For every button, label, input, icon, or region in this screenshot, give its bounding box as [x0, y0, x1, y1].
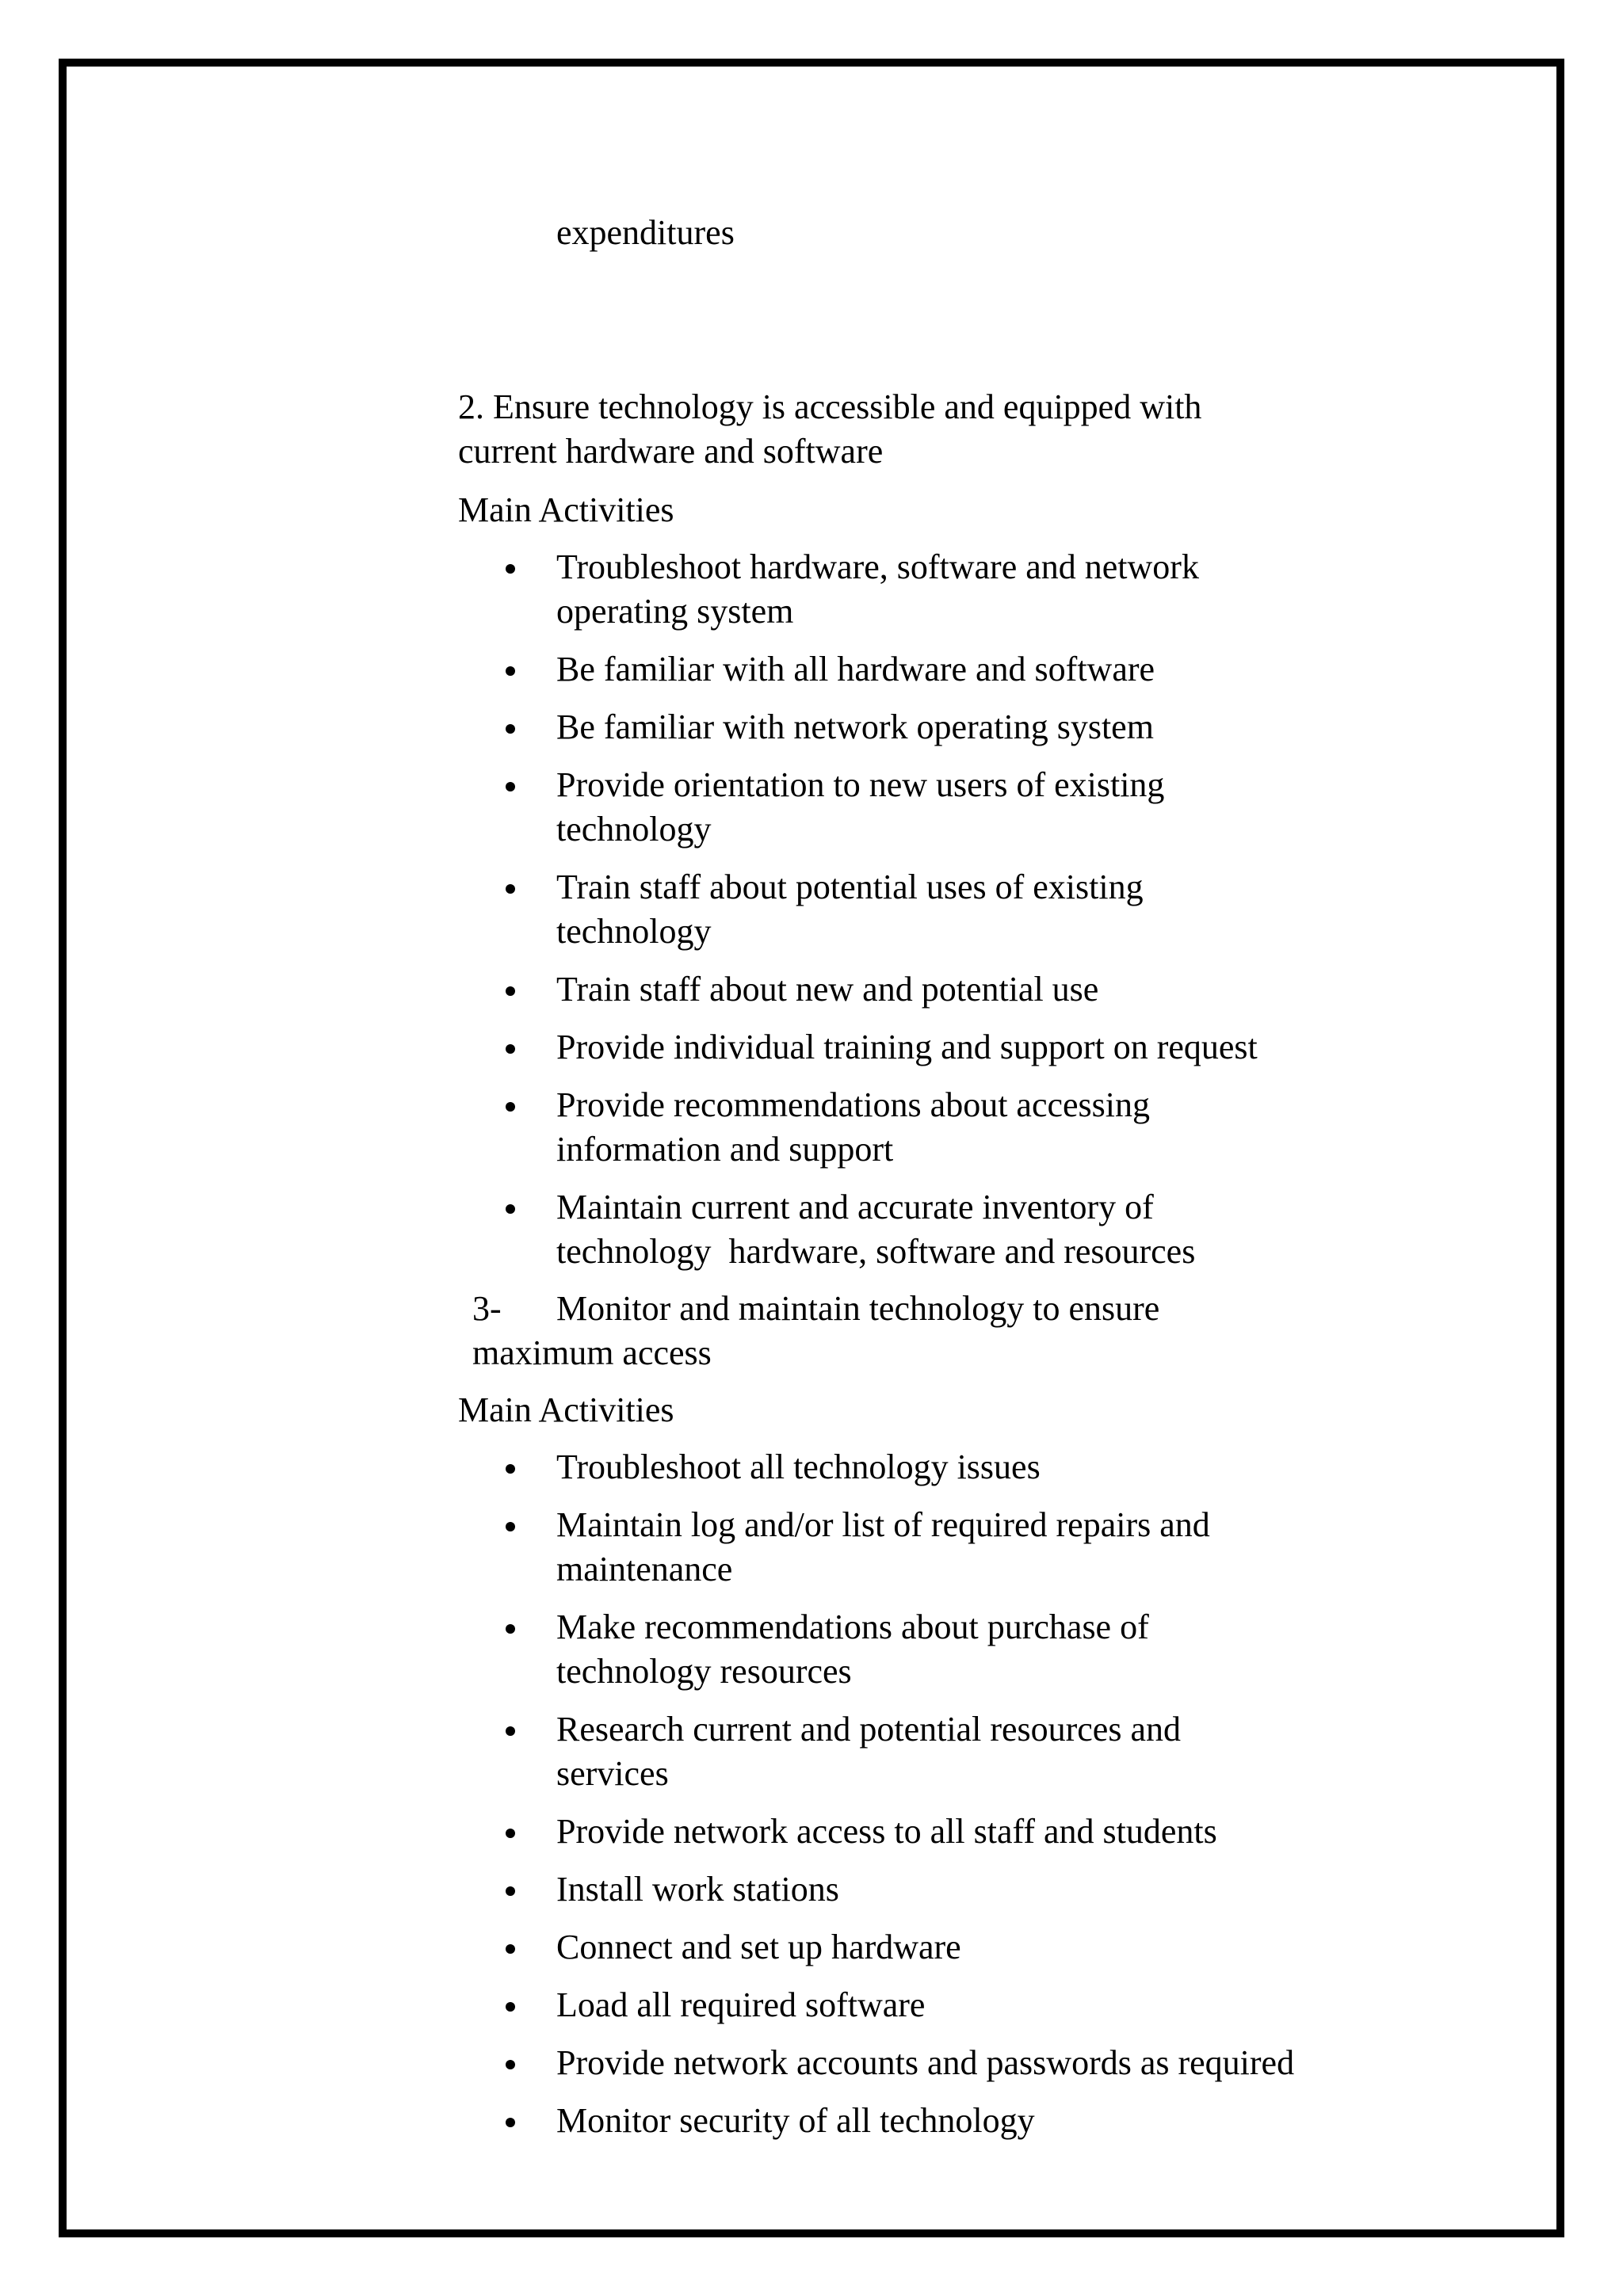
bullet-icon [506, 724, 515, 734]
list-item-text: Provide recommendations about accessing [556, 1085, 1151, 1124]
list-item-text: Be familiar with network operating system [556, 707, 1154, 746]
list-item-text: Train staff about new and potential use [556, 970, 1099, 1009]
section-2-activities-label: Main Activities [458, 490, 674, 529]
section-2-heading-line-1: 2. Ensure technology is accessible and equipped with [458, 387, 1202, 426]
bullet-icon [506, 1624, 515, 1634]
list-item-text: Train staff about potential uses of existing [556, 868, 1144, 906]
list-item-text: technology resources [556, 1652, 852, 1691]
list-item-text: technology hardware, software and resources [556, 1232, 1196, 1271]
bullet-icon [506, 564, 515, 574]
list-item-text: operating system [556, 592, 794, 631]
list-item-text: Provide network access to all staff and students [556, 1812, 1217, 1851]
bullet-icon [506, 1726, 515, 1736]
bullet-icon [506, 2118, 515, 2127]
continuation-text: expenditures [556, 213, 735, 252]
list-item-text: Load all required software [556, 1985, 926, 2024]
list-item-text: Maintain log and/or list of required repairs and [556, 1505, 1210, 1544]
list-item-text: technology [556, 810, 712, 849]
list-item-text: services [556, 1754, 669, 1793]
bullet-icon [506, 884, 515, 894]
bullet-icon [506, 1044, 515, 1054]
section-3-heading-line-2: maximum access [472, 1333, 712, 1372]
bullet-icon [506, 782, 515, 791]
section-3-number: 3- [472, 1289, 502, 1328]
bullet-icon [506, 1464, 515, 1474]
list-item-text: Maintain current and accurate inventory of [556, 1188, 1154, 1226]
list-item-text: information and support [556, 1130, 894, 1169]
bullet-icon [506, 1102, 515, 1112]
section-2-heading-line-2: current hardware and software [458, 432, 884, 471]
list-item-text: Provide network accounts and passwords as required [556, 2043, 1295, 2082]
list-item-text: Provide individual training and support on request [556, 1028, 1258, 1066]
list-item-text: Make recommendations about purchase of [556, 1608, 1149, 1646]
bullet-icon [506, 1944, 515, 1954]
bullet-icon [506, 986, 515, 996]
list-item-text: Install work stations [556, 1870, 839, 1909]
bullet-icon [506, 2002, 515, 2012]
bullet-icon [506, 2060, 515, 2069]
list-item-text: Research current and potential resources and [556, 1710, 1181, 1749]
list-item-text: maintenance [556, 1550, 733, 1589]
list-item-text: Troubleshoot hardware, software and network [556, 547, 1199, 586]
section-3-activities-label: Main Activities [458, 1390, 674, 1429]
list-item-text: Provide orientation to new users of existing [556, 765, 1165, 804]
bullet-icon [506, 1886, 515, 1896]
list-item-text: Monitor security of all technology [556, 2101, 1035, 2140]
bullet-icon [506, 666, 515, 676]
bullet-icon [506, 1829, 515, 1838]
list-item-text: Troubleshoot all technology issues [556, 1447, 1041, 1486]
list-item-text: Be familiar with all hardware and software [556, 650, 1155, 688]
section-3-heading-line-1: Monitor and maintain technology to ensure [556, 1289, 1160, 1328]
bullet-icon [506, 1204, 515, 1214]
bullet-icon [506, 1522, 515, 1531]
list-item-text: technology [556, 912, 712, 951]
list-item-text: Connect and set up hardware [556, 1928, 961, 1966]
